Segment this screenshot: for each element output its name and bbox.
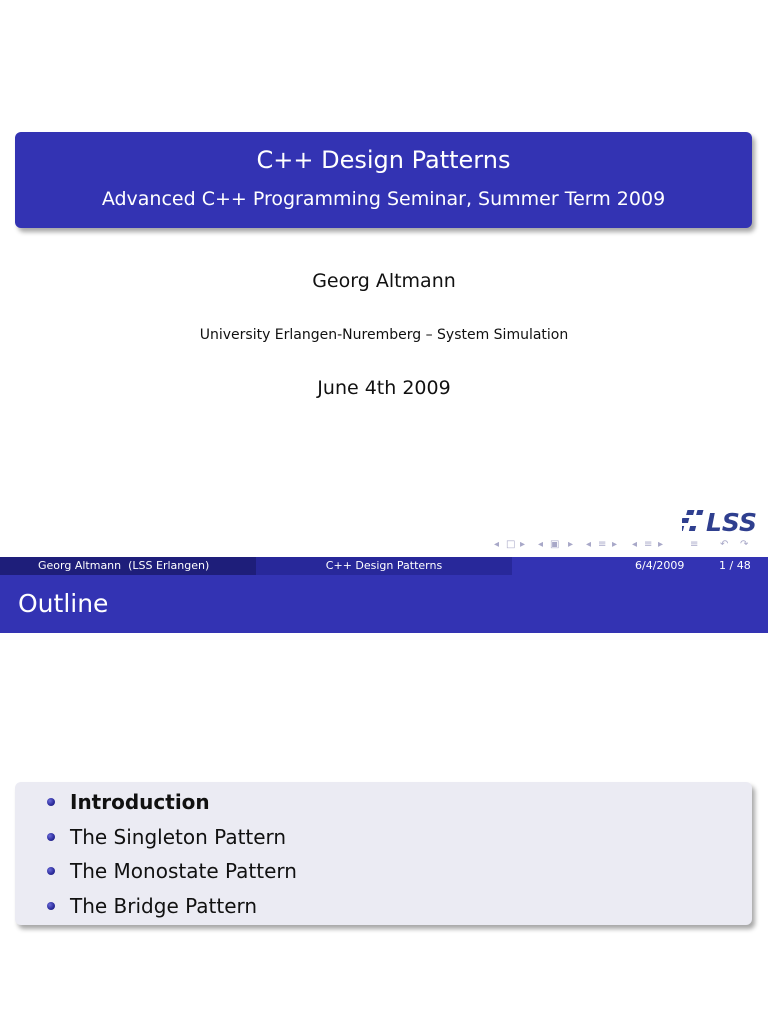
page-number: 1 / 48 <box>719 559 751 572</box>
lss-logo <box>682 508 762 534</box>
nav-next-icon[interactable]: ▸ <box>520 539 526 550</box>
undo-icon[interactable]: ↶ <box>720 539 729 550</box>
toc-item-label: The Monostate Pattern <box>70 859 297 883</box>
frame-title-bar <box>0 575 768 633</box>
nav-subsection-icon[interactable]: ▣ <box>550 539 560 550</box>
footer-author-segment <box>0 557 256 575</box>
nav-prev-icon[interactable]: ◂ <box>494 539 500 550</box>
bullet-icon <box>47 902 55 910</box>
nav-next-icon[interactable]: ▸ <box>568 539 574 550</box>
presentation-date: June 4th 2009 <box>317 377 451 399</box>
presentation-title: C++ Design Patterns <box>256 146 511 174</box>
outline-slide <box>0 557 768 1024</box>
nav-appendix-icon[interactable]: ≡ <box>690 539 699 550</box>
presentation-subtitle: Advanced C++ Programming Seminar, Summer Term 2009 <box>101 188 666 210</box>
bullet-icon <box>47 798 55 806</box>
nav-document-icon[interactable]: ≡ <box>644 539 653 550</box>
footer-title-segment <box>256 557 512 575</box>
footer-date: 6/4/2009 <box>635 559 685 572</box>
title-box <box>15 132 752 228</box>
toc-item-label: The Bridge Pattern <box>70 894 258 918</box>
institute: University Erlangen-Nuremberg – System Simulation <box>199 327 569 343</box>
footer-title: C++ Design Patterns <box>325 559 443 572</box>
toc-item-label: The Singleton Pattern <box>70 825 287 849</box>
toc-item-introduction[interactable] <box>15 787 715 817</box>
nav-section-icon[interactable]: ≡ <box>598 539 607 550</box>
footer-author: Georg Altmann (LSS Erlangen) <box>38 559 210 572</box>
redo-icon[interactable]: ↷ <box>740 539 749 550</box>
toc-item-monostate[interactable] <box>15 856 715 886</box>
frame-title: Outline <box>18 589 109 618</box>
nav-prev-icon[interactable]: ◂ <box>538 539 544 550</box>
nav-next-icon[interactable]: ▸ <box>612 539 618 550</box>
toc-item-label: Introduction <box>70 790 210 814</box>
navigation-symbols <box>492 536 764 554</box>
nav-frame-icon[interactable]: □ <box>506 539 516 550</box>
author-name: Georg Altmann <box>312 270 456 292</box>
bullet-icon <box>47 833 55 841</box>
svg-text:LSS: LSS <box>706 508 758 534</box>
toc-item-bridge[interactable] <box>15 891 715 921</box>
slide-footer <box>0 557 768 575</box>
toc-item-singleton[interactable] <box>15 822 715 852</box>
table-of-contents <box>15 782 752 925</box>
bullet-icon <box>47 867 55 875</box>
nav-next-icon[interactable]: ▸ <box>658 539 664 550</box>
nav-prev-icon[interactable]: ◂ <box>632 539 638 550</box>
footer-info-segment <box>512 557 768 575</box>
nav-prev-icon[interactable]: ◂ <box>586 539 592 550</box>
